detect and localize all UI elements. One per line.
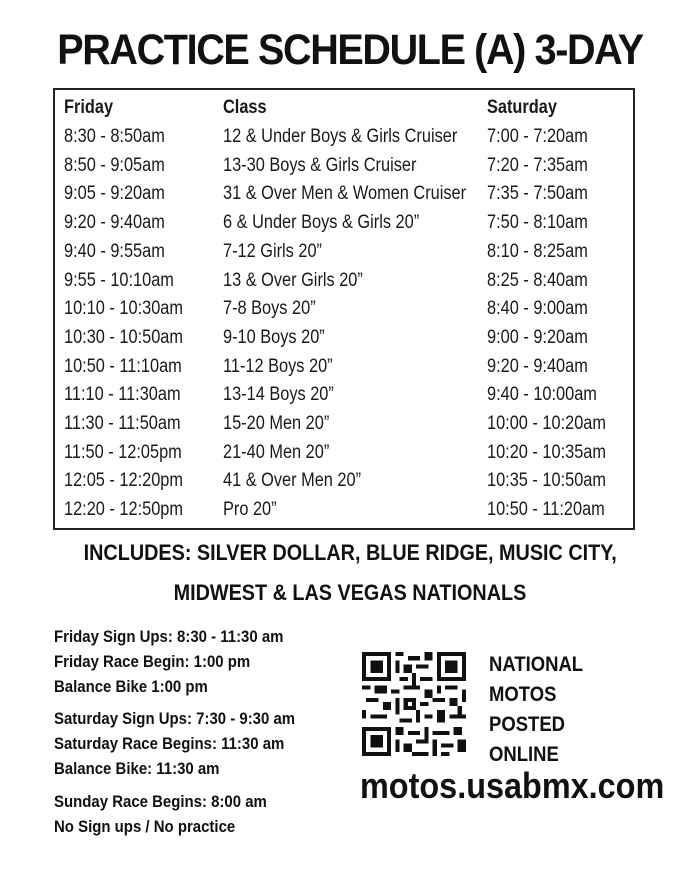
friday-info-line: Friday Race Begin: 1:00 pm (54, 652, 251, 671)
table-row (55, 496, 633, 524)
cell-class-name: 15-20 Men 20” (223, 413, 330, 434)
cell-saturday-time: 7:35 - 7:50am (487, 183, 588, 205)
cell-saturday-time: 10:20 - 10:35am (487, 441, 607, 463)
motos-line: NATIONAL (489, 653, 584, 676)
includes-line-1: INCLUDES: SILVER DOLLAR, BLUE RIDGE, MUSIC CITY, (83, 540, 617, 565)
friday-info (54, 624, 315, 699)
table-row (55, 180, 633, 208)
table-row (55, 152, 633, 180)
cell-class-name: 11-12 Boys 20” (223, 355, 333, 377)
sunday-info-line: No Sign ups / No practice (54, 817, 236, 836)
cell-saturday-time: 9:40 - 10:00am (487, 384, 597, 406)
motos-line: MOTOS (489, 683, 557, 706)
cell-friday-time: 9:05 - 9:20am (64, 183, 165, 205)
cell-saturday-time: 10:35 - 10:50am (487, 470, 607, 492)
saturday-info-line: Balance Bike: 11:30 am (54, 759, 220, 778)
cell-friday-time: 9:20 - 9:40am (64, 212, 165, 234)
qr-code-icon[interactable] (362, 652, 466, 756)
cell-class-name: 6 & Under Boys & Girls 20” (223, 212, 420, 234)
cell-saturday-time: 7:50 - 8:10am (487, 212, 588, 234)
cell-friday-time: 9:40 - 9:55am (64, 240, 165, 262)
cell-friday-time: 11:30 - 11:50am (64, 413, 181, 434)
cell-friday-time: 9:55 - 10:10am (64, 269, 174, 291)
cell-saturday-time: 7:20 - 7:35am (487, 154, 588, 176)
cell-friday-time: 8:30 - 8:50am (64, 126, 165, 147)
cell-class-name: Pro 20” (223, 499, 277, 521)
friday-info-line: Balance Bike 1:00 pm (54, 677, 208, 696)
cell-saturday-time: 10:00 - 10:20am (487, 413, 607, 434)
cell-saturday-time: 10:50 - 11:20am (487, 499, 605, 521)
cell-friday-time: 11:50 - 12:05pm (64, 441, 182, 463)
cell-saturday-time: 8:10 - 8:25am (487, 240, 588, 262)
cell-class-name: 13-30 Boys & Girls Cruiser (223, 154, 417, 176)
table-row (55, 209, 633, 237)
table-header (55, 94, 633, 122)
saturday-info (54, 706, 328, 781)
sunday-info-line: Sunday Race Begins: 8:00 am (54, 792, 267, 811)
cell-class-name: 13 & Over Girls 20” (223, 269, 363, 291)
saturday-info-line: Saturday Race Begins: 11:30 am (54, 734, 285, 753)
table-row (55, 324, 633, 352)
table-row (55, 410, 633, 438)
cell-friday-time: 10:50 - 11:10am (64, 355, 182, 377)
cell-class-name: 7-8 Boys 20” (223, 298, 316, 320)
cell-friday-time: 8:50 - 9:05am (64, 154, 165, 176)
cell-class-name: 7-12 Girls 20” (223, 240, 322, 262)
table-row (55, 295, 633, 323)
cell-saturday-time: 7:00 - 7:20am (487, 126, 588, 147)
cell-friday-time: 11:10 - 11:30am (64, 384, 181, 406)
page-title: PRACTICE SCHEDULE (A) 3-DAY (57, 26, 643, 74)
table-row (55, 353, 633, 381)
cell-class-name: 9-10 Boys 20” (223, 326, 325, 348)
table-row (55, 381, 633, 409)
table-row (55, 123, 633, 151)
cell-class-name: 21-40 Men 20” (223, 441, 330, 463)
cell-class-name: 31 & Over Men & Women Cruiser (223, 183, 467, 205)
sunday-info (54, 789, 296, 839)
schedule-table (53, 88, 635, 530)
cell-class-name: 13-14 Boys 20” (223, 384, 334, 406)
cell-saturday-time: 8:25 - 8:40am (487, 269, 588, 291)
table-row (55, 267, 633, 295)
header-friday: Friday (64, 97, 114, 118)
friday-info-line: Friday Sign Ups: 8:30 - 11:30 am (54, 627, 284, 646)
table-row (55, 467, 633, 495)
cell-class-name: 12 & Under Boys & Girls Cruiser (223, 126, 458, 147)
saturday-info-line: Saturday Sign Ups: 7:30 - 9:30 am (54, 709, 296, 728)
cell-saturday-time: 8:40 - 9:00am (487, 298, 588, 320)
cell-friday-time: 10:10 - 10:30am (64, 298, 184, 320)
header-class: Class (223, 97, 267, 118)
includes-line-2: MIDWEST & LAS VEGAS NATIONALS (173, 580, 527, 605)
header-saturday: Saturday (487, 97, 557, 118)
cell-class-name: 41 & Over Men 20” (223, 470, 362, 492)
table-row (55, 238, 633, 266)
cell-friday-time: 12:20 - 12:50pm (64, 499, 184, 521)
motos-line: POSTED (489, 713, 565, 736)
motos-url-link[interactable]: motos.usabmx.com (360, 765, 665, 806)
cell-friday-time: 12:05 - 12:20pm (64, 470, 184, 492)
cell-saturday-time: 9:00 - 9:20am (487, 326, 588, 348)
table-row (55, 439, 633, 467)
cell-friday-time: 10:30 - 10:50am (64, 326, 184, 348)
cell-saturday-time: 9:20 - 9:40am (487, 355, 588, 377)
motos-line: ONLINE (489, 743, 559, 766)
motos-online-notice (489, 650, 596, 770)
